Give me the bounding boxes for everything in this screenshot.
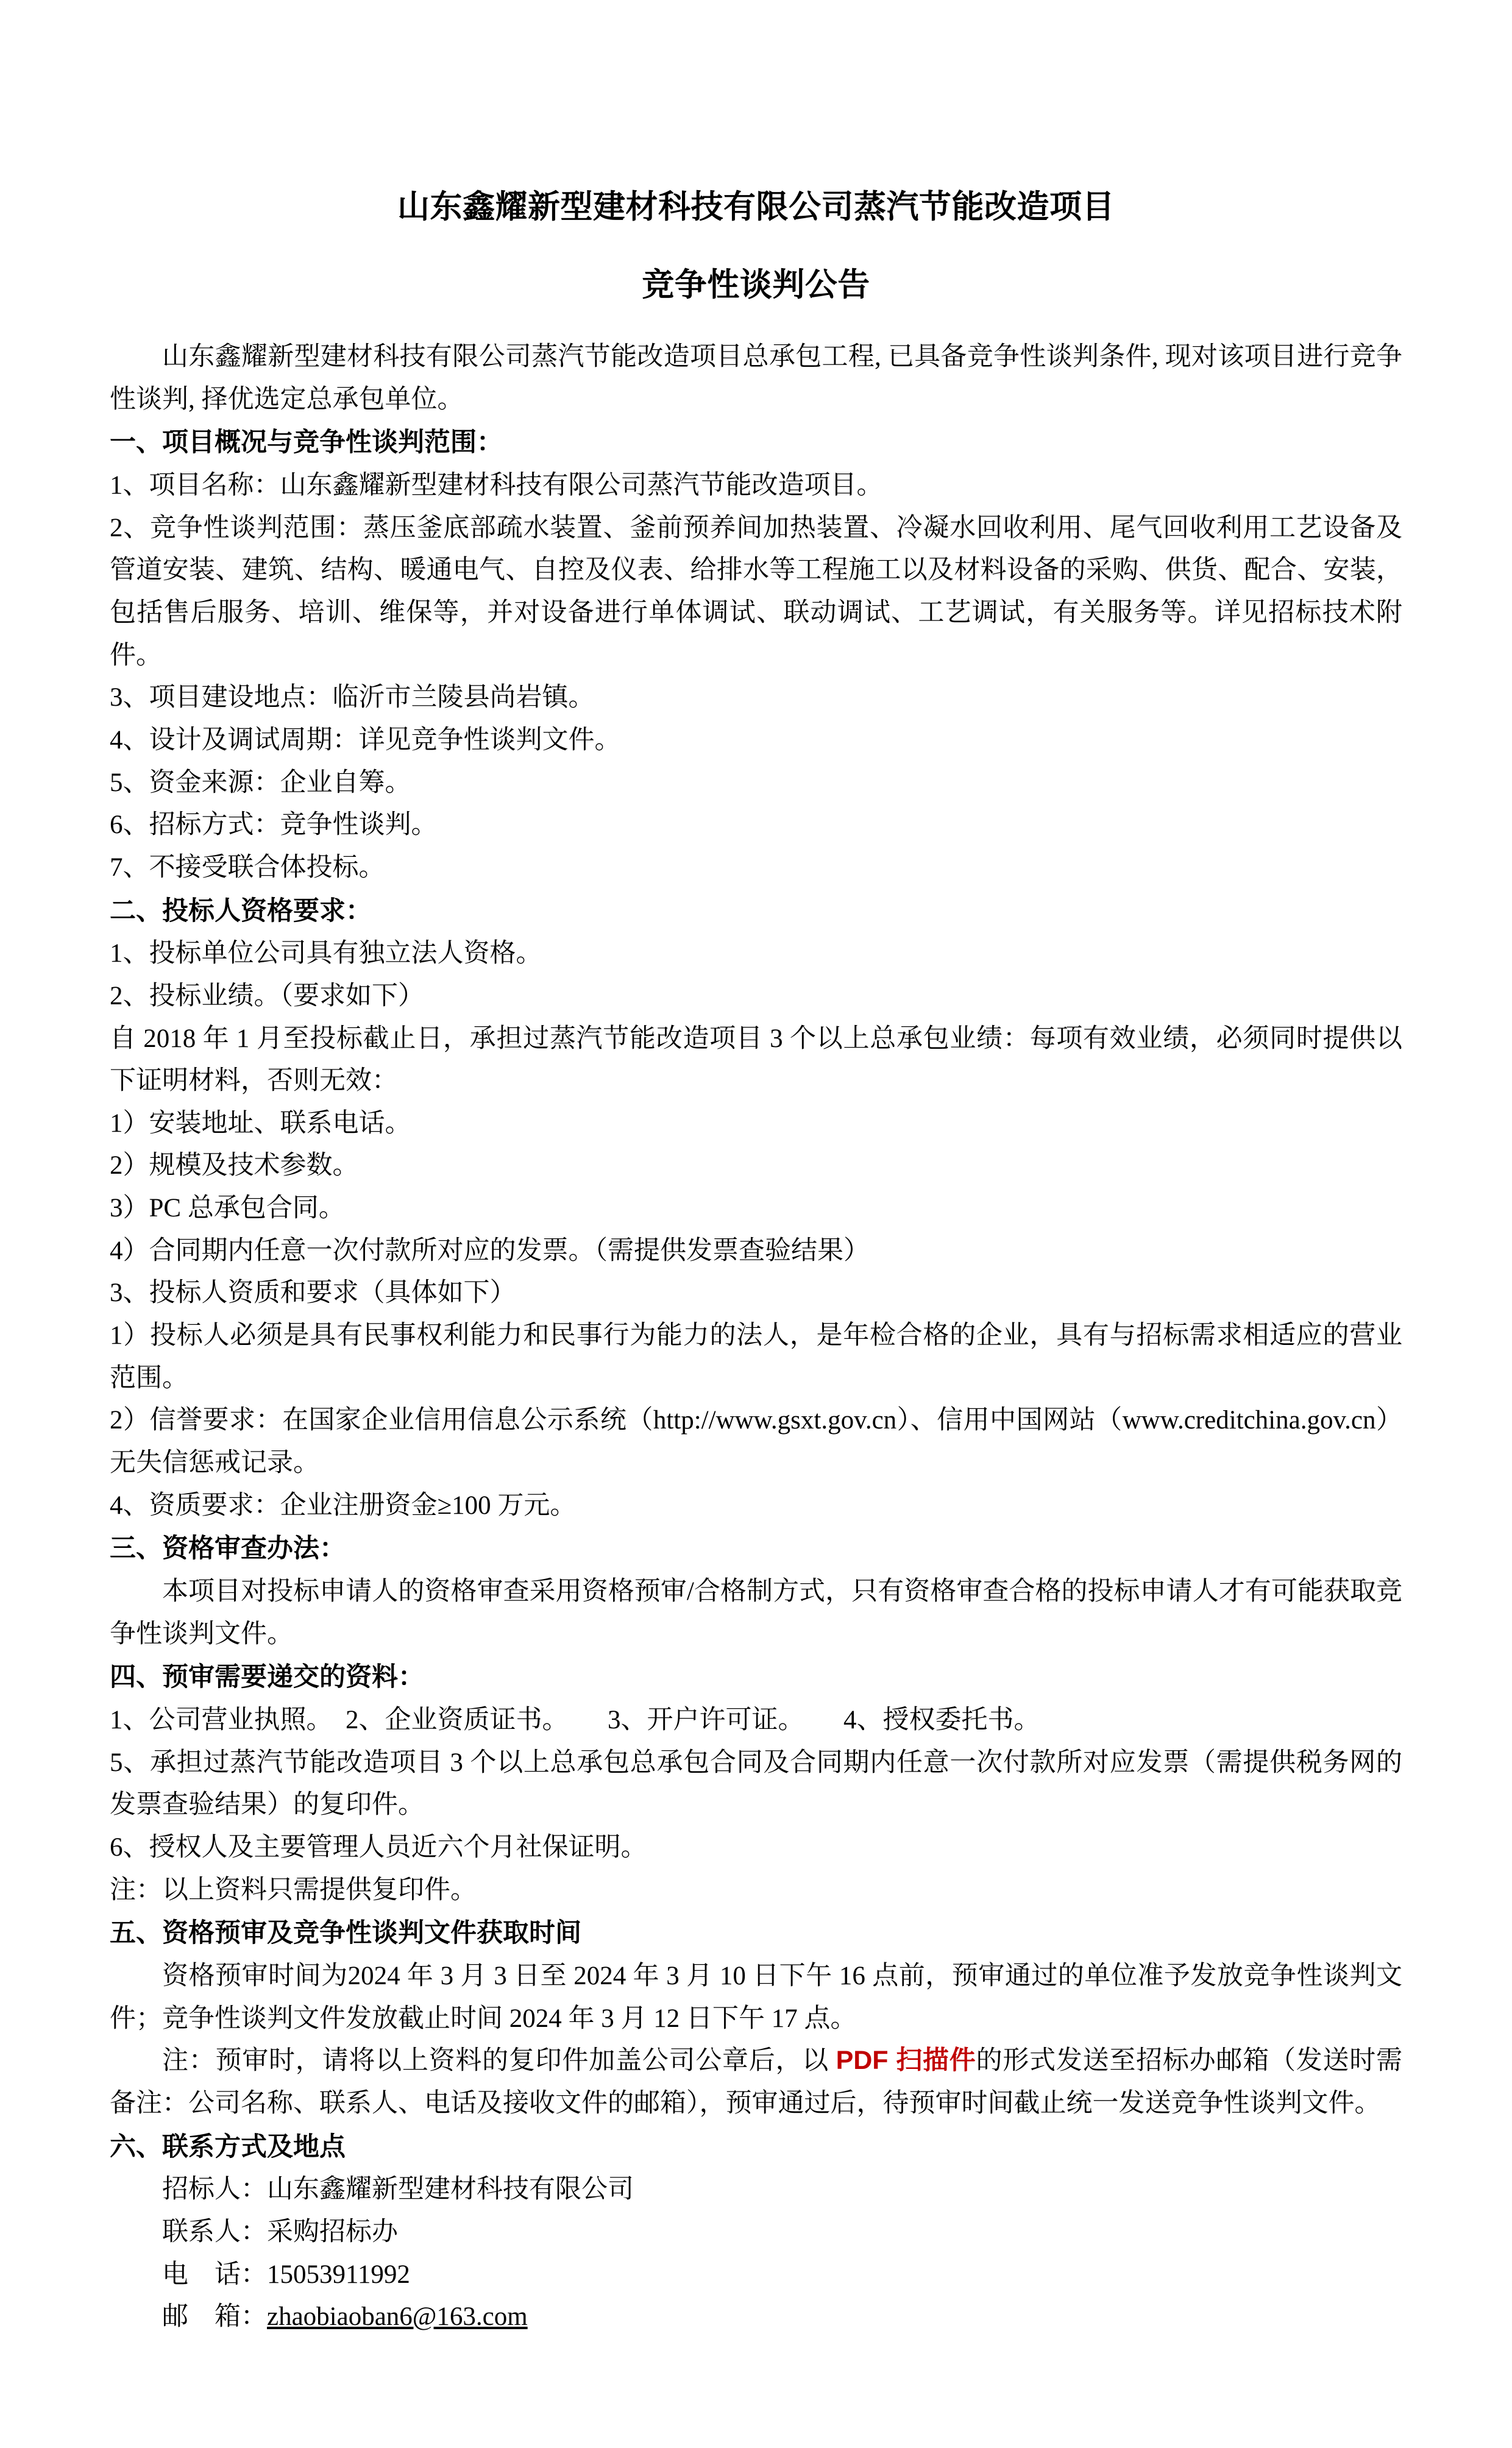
section-heading: 五、资格预审及竞争性谈判文件获取时间: [110, 1918, 581, 1948]
section-paragraph: 5、承担过蒸汽节能改造项目 3 个以上总承包总承包合同及合同期内任意一次付款所对应发票（需提供税务网的发票查验结果）的复印件。: [110, 1748, 1402, 1820]
section-paragraph: 7、不接受联合体投标。: [110, 853, 385, 882]
section-paragraph: 3、投标人资质和要求（具体如下）: [110, 1279, 516, 1308]
section-paragraph: 3、项目建设地点：临沂市兰陵县尚岩镇。: [110, 683, 595, 712]
section-paragraph: 1、投标单位公司具有独立法人资格。: [110, 939, 542, 968]
section-paragraph: 2）规模及技术参数。: [110, 1151, 359, 1180]
section-heading: 一、项目概况与竞争性谈判范围：: [110, 428, 503, 458]
contact-email-row: [110, 2296, 1402, 2338]
intro-paragraph: 山东鑫耀新型建材科技有限公司蒸汽节能改造项目总承包工程, 已具备竞争性谈判条件, 现对该项目进行竞争性谈判, 择优选定总承包单位。: [110, 342, 1402, 414]
section-qualification-review: [110, 1528, 1402, 1655]
page-title: 山东鑫耀新型建材科技有限公司蒸汽节能改造项目: [397, 189, 1115, 225]
section-paragraph: 4）合同期内任意一次付款所对应的发票。（需提供发票查验结果）: [110, 1236, 870, 1265]
section-paragraph: 本项目对投标申请人的资格审查采用资格预审/合格制方式，只有资格审查合格的投标申请人才有可能获取竞争性谈判文件。: [110, 1577, 1402, 1648]
section-paragraph: 5、资金来源：企业自筹。: [110, 768, 411, 797]
section-heading: 六、联系方式及地点: [110, 2132, 346, 2162]
section-paragraph: 4、设计及调试周期：详见竞争性谈判文件。: [110, 725, 621, 754]
section-paragraph: 2）信誉要求：在国家企业信用信息公示系统（http://www.gsxt.gov.cn）、信用中国网站（www.creditchina.gov.cn）无失信惩戒记录。: [110, 1406, 1402, 1478]
section-paragraph: 1、项目名称：山东鑫耀新型建材科技有限公司蒸汽节能改造项目。: [110, 470, 883, 500]
page-subtitle: 竞争性谈判公告: [642, 266, 870, 303]
section-paragraph: 资格预审时间为2024 年 3 月 3 日至 2024 年 3 月 10 日下午 16 点前，预审通过的单位准予发放竞争性谈判文件；竞争性谈判文件发放截止时间 2024 年 3 月 12 日下午 17 点。: [110, 1961, 1402, 2033]
contact-email-label: 邮 箱：: [162, 2302, 267, 2332]
contact-email-value[interactable]: zhaobiaoban6@163.com: [267, 2302, 528, 2332]
section-paragraph: 6、招标方式：竞争性谈判。: [110, 811, 438, 840]
section-paragraph: 4、资质要求：企业注册资金≥100 万元。: [110, 1491, 577, 1520]
contact-person: 联系人：采购招标办: [162, 2217, 398, 2246]
section-bidder-qualifications: [110, 890, 1402, 1527]
section-contact: [110, 2126, 1402, 2338]
section-heading: 四、预审需要递交的资料：: [110, 1662, 424, 1692]
section-paragraph: 6、授权人及主要管理人员近六个月社保证明。: [110, 1832, 647, 1862]
section-note: [110, 2040, 1402, 2124]
section-document-acquisition-time: [110, 1912, 1402, 2124]
section-paragraph: 1）投标人必须是具有民事权利能力和民事行为能力的法人，是年检合格的企业，具有与招标需求相适应的营业范围。: [110, 1321, 1402, 1393]
note-highlight: PDF 扫描件: [836, 2046, 976, 2076]
section-paragraph: 自 2018 年 1 月至投标截止日，承担过蒸汽节能改造项目 3 个以上总承包业绩：每项有效业绩，必须同时提供以下证明材料，否则无效：: [110, 1024, 1402, 1096]
section-paragraph: 2、投标业绩。（要求如下）: [110, 981, 424, 1010]
contact-phone: 电 话：15053911992: [162, 2260, 410, 2289]
section-prequalification-materials: [110, 1656, 1402, 1911]
section-paragraph: 1、公司营业执照。 2、企业资质证书。 3、开户许可证。 4、授权委托书。: [110, 1706, 1040, 1734]
section-paragraph: 3）PC 总承包合同。: [110, 1194, 345, 1223]
section-project-overview: [110, 422, 1402, 889]
section-paragraph: 2、竞争性谈判范围：蒸压釜底部疏水装置、釜前预养间加热装置、冷凝水回收利用、尾气回收利用工艺设备及管道安装、建筑、结构、暖通电气、自控及仪表、给排水等工程施工以及材料设备的采购、供货、配合、安装，包括售后服务、培训、维保等，并对设备进行单体调试、联动调试、工艺调试，有关服务等。详见招标技术附件。: [110, 513, 1402, 670]
note-suffix: 的形式发送至招标办邮箱（发送时需备注：公司名称、联系人、电话及接收文件的邮箱），预审通过后，待预审时间截止统一发送竞争性谈判文件。: [110, 2046, 1403, 2118]
section-paragraph: 注：以上资料只需提供复印件。: [110, 1875, 477, 1904]
note-prefix: 注：预审时，请将以上资料的复印件加盖公司公章后，以: [162, 2046, 836, 2076]
section-heading: 三、资格审查办法：: [110, 1534, 346, 1564]
contact-organization: 招标人：山东鑫耀新型建材科技有限公司: [162, 2175, 634, 2204]
section-heading: 二、投标人资格要求：: [110, 896, 372, 926]
section-paragraph: 1）安装地址、联系电话。: [110, 1109, 411, 1138]
